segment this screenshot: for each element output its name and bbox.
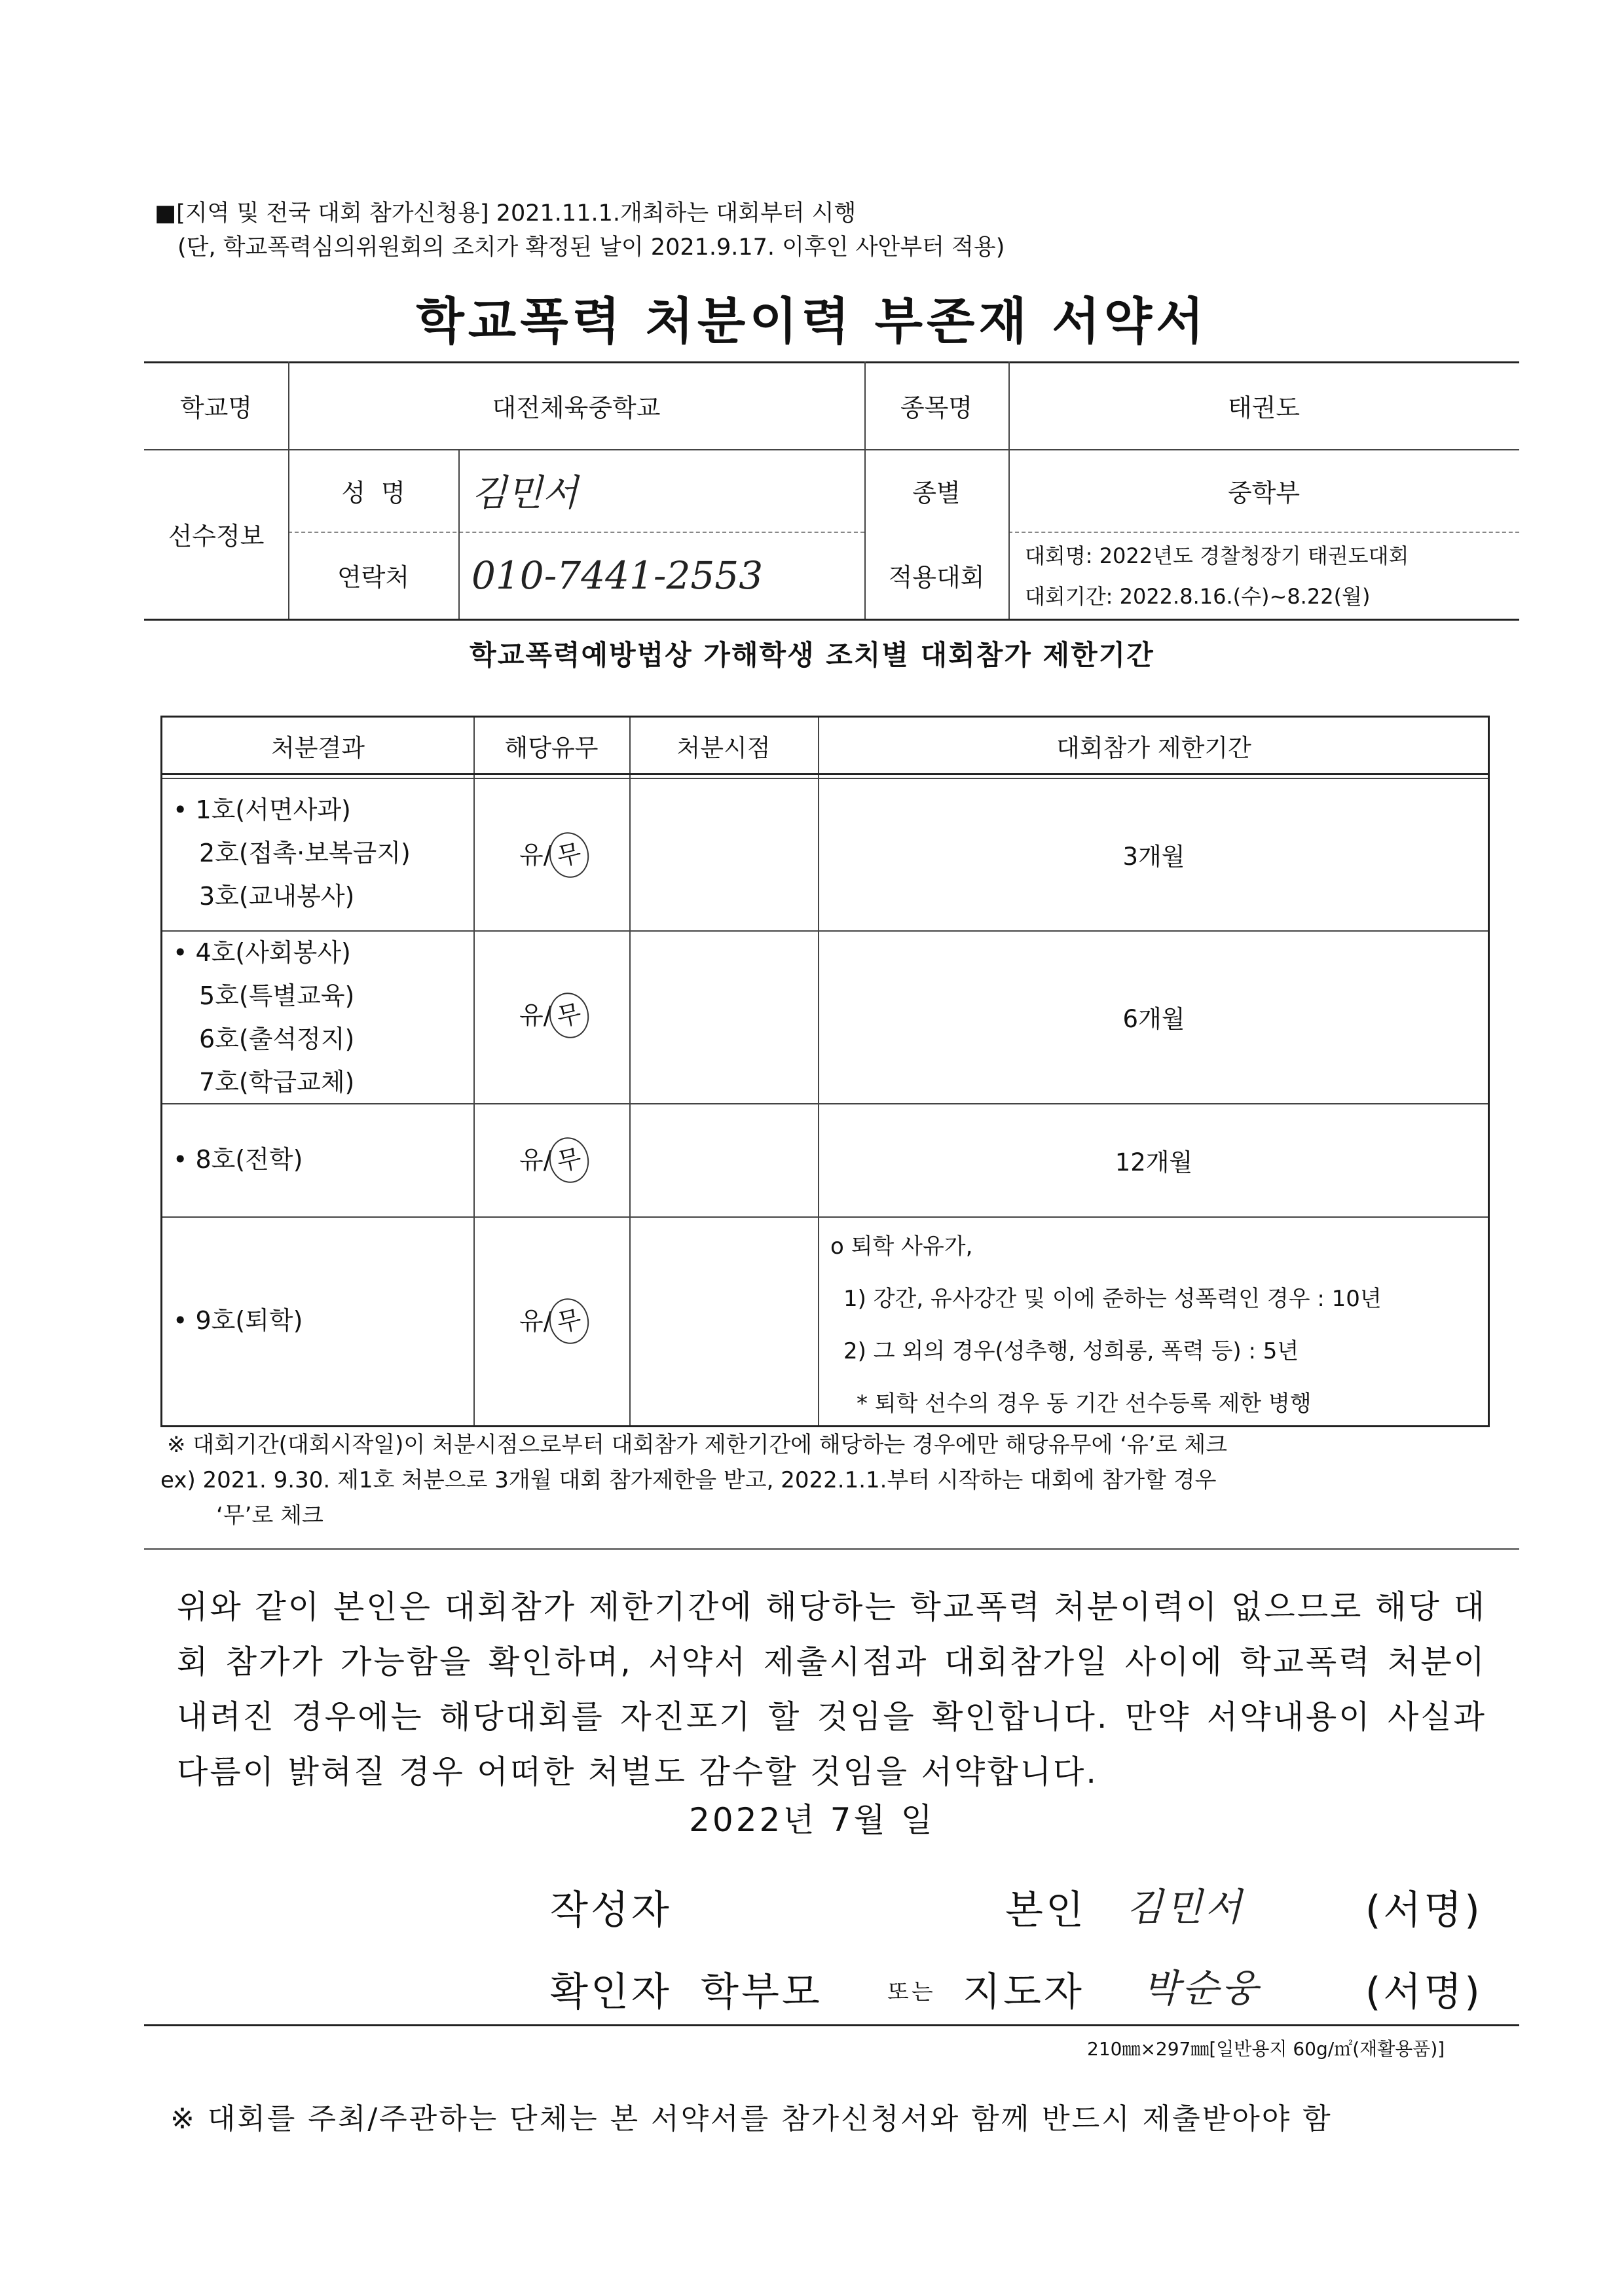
- limit-line: * 퇴학 선수의 경우 동 기간 선수등록 제한 병행: [857, 1391, 1312, 1417]
- applicable-check[interactable]: [519, 1298, 589, 1344]
- no-option-circled: 무: [545, 989, 593, 1042]
- page-title: 학교폭력 처분이력 부존재 서약서: [416, 292, 1208, 350]
- list-item: [173, 1138, 303, 1181]
- limit-line: 1) 강간, 유사강간 및 이에 준하는 성폭력인 경우 : 10년: [843, 1286, 1382, 1312]
- confirmer-label: 확인자: [550, 1969, 672, 2015]
- yes-option: 유/: [519, 1307, 552, 1336]
- signature-mark-2: (서명): [1365, 1969, 1483, 2015]
- notes-divider: [144, 1548, 1519, 1550]
- list-item: [173, 931, 354, 1104]
- footer-note: ※ 대회를 주최/주관하는 단체는 본 서약서를 참가신청서와 함께 반드시 제출받아야 함: [170, 2102, 1333, 2136]
- pledge-date: 2022년 7월 일: [689, 1801, 935, 1839]
- measure-item: 5호(특별교육): [199, 981, 355, 1010]
- competition-info: [1025, 536, 1409, 617]
- contact-value: 010-7441-2553: [471, 553, 764, 598]
- limit-period: 3개월: [1122, 842, 1185, 871]
- division-value: 중학부: [1227, 478, 1301, 507]
- division-label: 종별: [912, 478, 961, 507]
- table-col-line-1: [473, 718, 475, 1425]
- applied-competition-label: 적용대회: [888, 563, 985, 592]
- writer-label: 작성자: [550, 1887, 672, 1933]
- event-value: 태권도: [1227, 393, 1301, 422]
- notice-line-1: ■[지역 및 전국 대회 참가신청용] 2021.11.1.개최하는 대회부터 시행: [155, 200, 857, 227]
- note-line-3: ‘무’로 체크: [216, 1503, 323, 1529]
- measure-item: 6호(출석정지): [199, 1025, 355, 1053]
- table-header-border: [162, 773, 1488, 775]
- competition-period: 대회기간: 2022.8.16.(수)~8.22(월): [1025, 584, 1371, 609]
- measure-item: • 8호(전학): [173, 1145, 303, 1174]
- note-line-1: ※ 대회기간(대회시작일)이 처분시점으로부터 대회참가 제한기간에 해당하는 경우에만 해당유무에 ‘유’로 체크: [167, 1432, 1228, 1458]
- no-option-circled: 무: [545, 1134, 593, 1187]
- measure-item: 7호(학급교체): [199, 1068, 355, 1097]
- name-value: 김민서: [471, 472, 578, 515]
- player-info-label: 선수정보: [168, 522, 265, 551]
- signature-mark-1: (서명): [1365, 1887, 1483, 1933]
- applicable-check[interactable]: [519, 832, 589, 878]
- info-bottom-border: [144, 619, 1519, 621]
- parent-label: 학부모: [701, 1969, 822, 2015]
- header-applicable: 해당유무: [504, 733, 599, 762]
- school-label: 학교명: [179, 393, 253, 422]
- yes-option: 유/: [519, 1146, 552, 1175]
- no-option-circled: 무: [545, 1295, 593, 1348]
- coach-label: 지도자: [963, 1969, 1084, 2015]
- expulsion-limit: [830, 1220, 1382, 1430]
- no-option-circled: 무: [545, 829, 593, 882]
- pledge-text: 위와 같이 본인은 대회참가 제한기간에 해당하는 학교폭력 처분이력이 없으므로 해당 대회 참가가 가능함을 확인하며, 서약서 제출시점과 대회참가일 사이에 학교폭력 처분이 내려진 경우에는 해당대회를 자진포기 할 것임을 확인합니다. 만약 서약내용이 사실과 다름이 밝혀질 경우 어떠한 처벌도 감수할 것임을 서약합니다.: [177, 1588, 1486, 1791]
- table-row-line-3: [162, 1216, 1488, 1218]
- yes-option: 유/: [519, 841, 552, 869]
- header-limit-period: 대회참가 제한기간: [1056, 733, 1251, 762]
- school-value: 대전체육중학교: [492, 393, 661, 422]
- note-line-2: ex) 2021. 9.30. 제1호 처분으로 3개월 대회 참가제한을 받고, 2022.1.1.부터 시작하는 대회에 참가할 경우: [160, 1467, 1217, 1493]
- info-row-divider-3: [1008, 532, 1519, 533]
- list-item: [173, 788, 411, 918]
- notice-line-2: (단, 학교폭력심의위원회의 조치가 확정된 날이 2021.9.17. 이후인 사안부터 적용): [177, 234, 1005, 261]
- coach-name-handwritten: 박순웅: [1143, 1966, 1261, 2011]
- limit-period: 12개월: [1115, 1148, 1193, 1176]
- name-label: 성 명: [341, 478, 405, 507]
- measure-item: 2호(접촉·보복금지): [199, 839, 411, 867]
- header-timing: 처분시점: [676, 733, 771, 762]
- info-col-divider-2: [458, 449, 460, 619]
- or-label: 또는: [887, 1979, 936, 2005]
- section-subtitle: 학교폭력예방법상 가해학생 조치별 대회참가 제한기간: [470, 639, 1154, 671]
- self-label: 본인: [1005, 1887, 1086, 1933]
- signature-divider: [144, 2024, 1519, 2026]
- measure-table: [160, 716, 1490, 1427]
- measure-item: • 4호(사회봉사): [173, 938, 351, 967]
- paper-spec: 210㎜×297㎜[일반용지 60g/㎡(재활용품)]: [1087, 2038, 1445, 2060]
- list-item: [173, 1299, 303, 1342]
- competition-name: 대회명: 2022년도 경찰청장기 태권도대회: [1025, 543, 1409, 568]
- limit-period: 6개월: [1122, 1005, 1185, 1033]
- limit-line: o 퇴학 사유가,: [830, 1233, 973, 1260]
- yes-option: 유/: [519, 1001, 552, 1030]
- measure-item: • 1호(서면사과): [173, 795, 351, 824]
- header-result: 처분결과: [271, 733, 365, 762]
- measure-item: 3호(교내봉사): [199, 882, 355, 911]
- notice: [155, 196, 1005, 264]
- applicable-check[interactable]: [519, 1137, 589, 1183]
- measure-item: • 9호(퇴학): [173, 1306, 303, 1335]
- self-name-handwritten: 김민서: [1126, 1885, 1245, 1929]
- event-label: 종목명: [900, 393, 973, 422]
- applicable-check[interactable]: [519, 993, 589, 1038]
- limit-line: 2) 그 외의 경우(성추행, 성희롱, 폭력 등) : 5년: [843, 1338, 1299, 1364]
- contact-label: 연락처: [337, 563, 410, 592]
- table-col-line-2: [629, 718, 631, 1425]
